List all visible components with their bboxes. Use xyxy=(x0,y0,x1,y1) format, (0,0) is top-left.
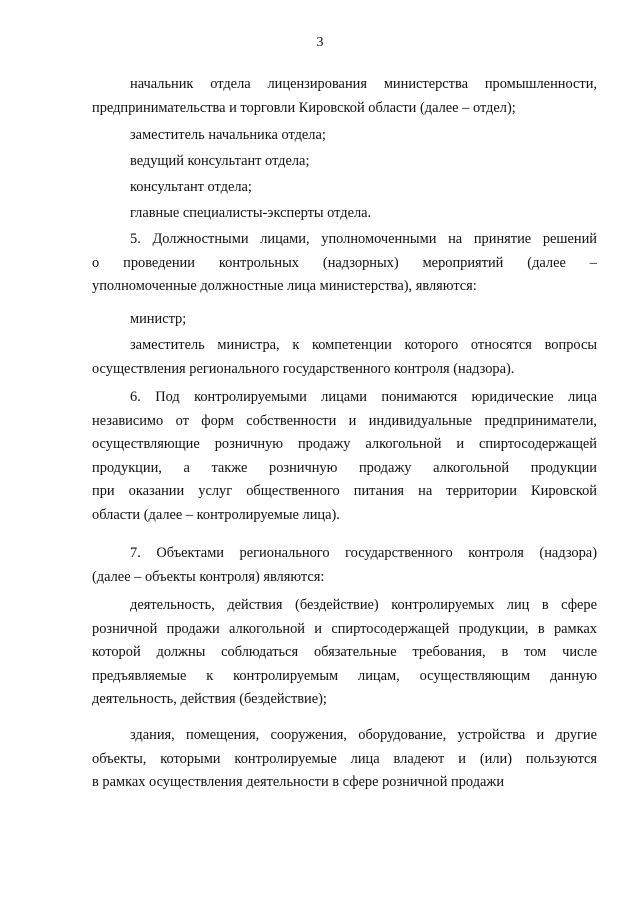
paragraph-p4 xyxy=(92,176,597,200)
paragraph-p1 xyxy=(92,73,597,120)
paragraph-p2 xyxy=(92,124,597,148)
page-number: 3 xyxy=(316,35,324,50)
paragraph-p9 xyxy=(92,386,597,528)
paragraph-line: заместитель министра, к компетенции которого относятся вопросы xyxy=(130,337,597,353)
paragraph-line: министр; xyxy=(130,311,187,327)
paragraph-p10 xyxy=(92,542,597,589)
paragraph-line: осуществляющие розничную продажу алкогольной и спиртосодержащей xyxy=(92,436,597,453)
paragraph-line: 5. Должностными лицами, уполномоченными на принятие решений xyxy=(130,231,597,247)
paragraph-p8 xyxy=(92,334,597,381)
paragraph-line: (далее – объекты контроля) являются: xyxy=(92,568,325,585)
paragraph-line: области (далее – контролируемые лица). xyxy=(92,506,340,523)
paragraph-line: деятельность, действия (бездействие) контролируемых лиц в сфере xyxy=(130,597,597,613)
paragraph-line: при оказании услуг общественного питания на территории Кировской xyxy=(92,483,597,500)
paragraph-p3 xyxy=(92,150,597,174)
paragraph-line: заместитель начальника отдела; xyxy=(130,127,326,143)
paragraph-line: предъявляемые к контролируемым лицам, осуществляющим данную xyxy=(92,667,597,684)
paragraph-p12 xyxy=(92,724,597,795)
paragraph-line: которой должны соблюдаться обязательные требования, в том числе xyxy=(92,644,597,661)
paragraph-line: главные специалисты-эксперты отдела. xyxy=(130,205,372,221)
paragraph-line: деятельность, действия (бездействие); xyxy=(92,691,327,708)
paragraph-p5 xyxy=(92,202,597,226)
paragraph-line: объекты, которыми контролируемые лица владеют и (или) пользуются xyxy=(92,750,597,767)
paragraph-line: 7. Объектами регионального государственного контроля (надзора) xyxy=(130,545,597,561)
paragraph-line: осуществления регионального государственного контроля (надзора). xyxy=(92,360,515,377)
paragraph-line: продукции, а также розничную продажу алкогольной продукции xyxy=(92,459,597,476)
paragraph-line: ведущий консультант отдела; xyxy=(130,153,310,169)
paragraph-p7 xyxy=(92,308,597,332)
paragraph-line: начальник отдела лицензирования министерства промышленности, xyxy=(130,76,597,92)
paragraph-line: в рамках осуществления деятельности в сфере розничной продажи xyxy=(92,774,505,791)
paragraph-p6 xyxy=(92,228,597,299)
paragraph-line: здания, помещения, сооружения, оборудование, устройства и другие xyxy=(130,727,597,743)
paragraph-line: о проведении контрольных (надзорных) мероприятий (далее – xyxy=(92,254,597,271)
paragraph-line: независимо от форм собственности и индивидуальные предприниматели, xyxy=(92,412,597,429)
paragraph-line: консультант отдела; xyxy=(130,179,252,195)
paragraph-p11 xyxy=(92,594,597,712)
paragraph-line: предпринимательства и торговли Кировской области (далее – отдел); xyxy=(92,99,516,116)
paragraph-line: уполномоченные должностные лица министерства), являются: xyxy=(92,278,477,295)
paragraph-line: розничной продажи алкогольной и спиртосодержащей продукции, в рамках xyxy=(92,620,597,637)
paragraph-line: 6. Под контролируемыми лицами понимаются юридические лица xyxy=(130,389,597,405)
